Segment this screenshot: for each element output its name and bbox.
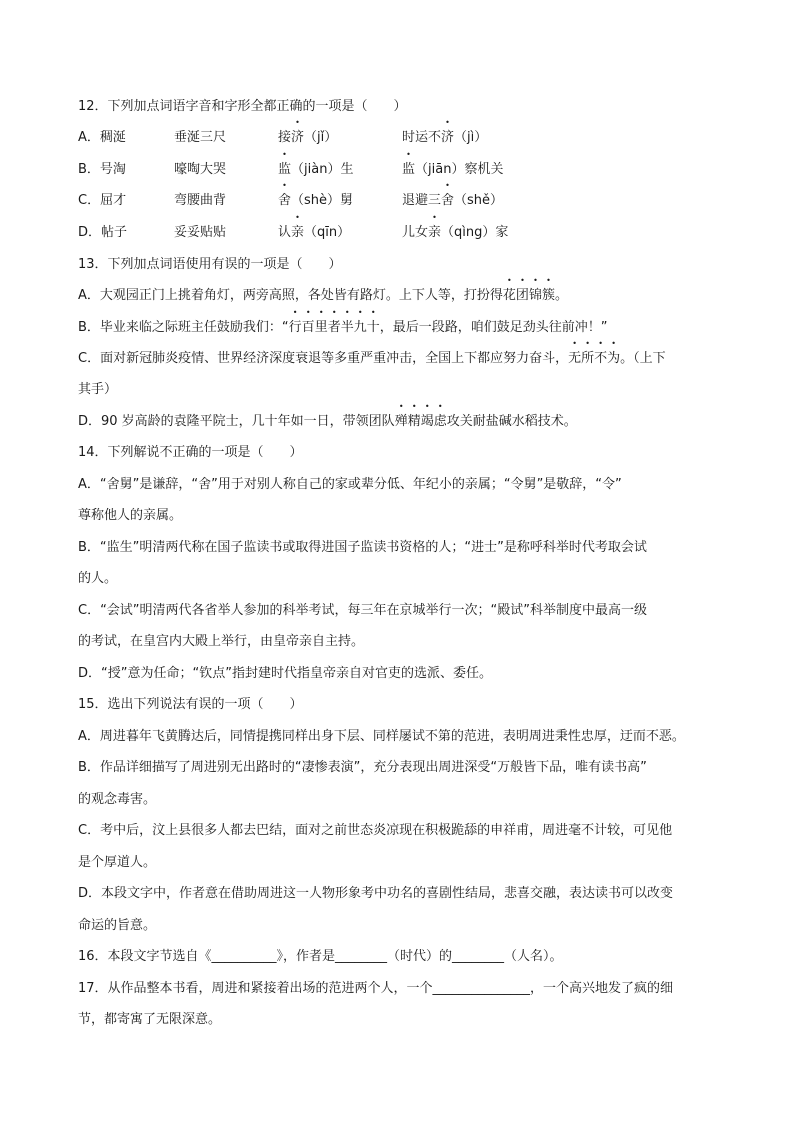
q15-option-a: A．周进暮年飞黄腾达后，同情提携同样出身下层、同样屡试不第的范进，表明周进秉性忠厚，迂而不恶。 — [78, 729, 685, 744]
q17-line1: 17．从作品整本书看，周进和紧接着出场的范进两个人，一个_______________，一个高兴地发了疯的细 — [78, 981, 674, 996]
dotted-phrase: 花团锦簇 — [502, 288, 555, 303]
dotted-phrase: 殚精竭虑 — [394, 414, 447, 429]
q13-option-b: B．毕业来临之际班主任鼓励我们：“行百里者半九十，最后一段路，咱们鼓足劲头往前冲！” — [78, 320, 608, 335]
q15-option-c-cont: 是个厚道人。 — [78, 855, 157, 870]
q14-option-b: B．“监生”明清两代称在国子监读书或取得进国子监读书资格的人；“进士”是称呼科举时代考取会试 — [78, 540, 647, 555]
q13-option-a: A．大观园正门上挑着角灯，两旁高照，各处皆有路灯。上下人等，打扮得花团锦簇。 — [78, 288, 568, 303]
q17-line2: 节，都寄寓了无限深意。 — [78, 1012, 222, 1027]
q13-stem: 13．下列加点词语使用有误的一项是（ ） — [78, 257, 342, 272]
dotted-phrase: 行百里者半九十 — [288, 320, 380, 335]
exam-page: 12．下列加点词语字音和字形全都正确的一项是（ ） A．稠涎 垂涎三尺 接济（jǐ） 时运不济（jì） B．号淘 嚎啕大哭 监（jiàn）生 监（jiān）察机关 C．屈才 弯腰曲背 舍（shè）舅 退避三舍（shě） D．帖子 妥妥贴贴 认亲（qīn） 儿女亲（qìng）家 13．下列加点词语使用有误的一项是（ ） A．大观园正门上挑着角灯，两旁高照，各处皆有路灯。上下人等，打扮得花团锦簇。 B．毕业来临之际班主任鼓励我们：“行百里者半九十，最后一段路，咱们鼓足劲头往前冲！” C．面对新冠肺炎疫情、世界经济深度衰退等多重严重冲击，全国上下都应努力奋斗，无所不为。（上下 其手） D．90 岁高龄的袁隆平院士，几十年如一日，带领团队殚精竭虑攻关耐盐碱水稻技术。 14．下列解说不正确的一项是（ ） A．“舍舅”是谦辞，“舍”用于对别人称自己的家或辈分低、年纪小的亲属；“令舅”是敬辞，“令” 尊称他人的亲属。 B．“监生”明清两代称在国子监读书或取得进国子监读书资格的人；“进士”是称呼科举时代考取会试 的人。 C．“会试”明清两代各省举人参加的科举考试，每三年在京城举行一次；“殿试”科举制度中最高一级 的考试，在皇宫内大殿上举行，由皇帝亲自主持。 D．“授”意为任命；“钦点”指封建时代指皇帝亲自对官吏的选派、委任。 15．选出下列说法有误的一项（ ） A．周进暮年飞黄腾达后，同情提携同样出身下层、同样屡试不第的范进，表明周进秉性忠厚，迂而不恶。 B．作品详细描写了周进别无出路时的“凄惨表演”，充分表现出周进深受“万般皆下品，唯有读书高” 的观念毒害。 C．考中后，汶上县很多人都去巴结，面对之前世态炎凉现在积极跪舔的申祥甫，周进毫不计较，可见他 是个厚道人。 D．本段文字中，作者意在借助周进这一人物形象考中功名的喜剧性结局，悲喜交融，表达读书可以改变 命运的旨意。 16．本段文字节选自《__________》，作者是________（时代）的________（人名）。 17．从作品整本书看，周进和紧接着出场的范进两个人，一个_______________，一个高兴地发了疯的细 节，都寄寓了无限深意。 — [0, 0, 800, 1132]
q15-option-b-cont: 的观念毒害。 — [78, 792, 157, 807]
q14-option-a: A．“舍舅”是谦辞，“舍”用于对别人称自己的家或辈分低、年纪小的亲属；“令舅”是敬辞，“令” — [78, 477, 622, 492]
q14-stem: 14．下列解说不正确的一项是（ ） — [78, 445, 303, 460]
q15-stem: 15．选出下列说法有误的一项（ ） — [78, 697, 303, 712]
q15-option-d-cont: 命运的旨意。 — [78, 918, 157, 933]
q15-option-b: B．作品详细描写了周进别无出路时的“凄惨表演”，充分表现出周进深受“万般皆下品，唯有读书高” — [78, 760, 647, 775]
q14-option-a-cont: 尊称他人的亲属。 — [78, 508, 183, 523]
q13-option-c: C．面对新冠肺炎疫情、世界经济深度衰退等多重严重冲击，全国上下都应努力奋斗，无所不为。（上下 — [78, 351, 666, 366]
q13-option-d: D．90 岁高龄的袁隆平院士，几十年如一日，带领团队殚精竭虑攻关耐盐碱水稻技术。 — [78, 414, 577, 429]
q15-option-d: D．本段文字中，作者意在借助周进这一人物形象考中功名的喜剧性结局，悲喜交融，表达读书可以改变 — [78, 886, 674, 901]
q16-text: 16．本段文字节选自《__________》，作者是________（时代）的________（人名）。 — [78, 949, 563, 964]
q14-option-b-cont: 的人。 — [78, 571, 118, 586]
q14-option-c: C．“会试”明清两代各省举人参加的科举考试，每三年在京城举行一次；“殿试”科举制度中最高一级 — [78, 603, 648, 618]
q14-option-d: D．“授”意为任命；“钦点”指封建时代指皇帝亲自对官吏的选派、委任。 — [78, 666, 492, 681]
dotted-phrase: 无所不为 — [568, 351, 621, 366]
q13-option-c-cont: 其手） — [78, 382, 118, 397]
q14-option-c-cont: 的考试，在皇宫内大殿上举行，由皇帝亲自主持。 — [78, 634, 365, 649]
q12-stem: 12．下列加点词语字音和字形全都正确的一项是（ ） — [78, 99, 407, 114]
q15-option-c: C．考中后，汶上县很多人都去巴结，面对之前世态炎凉现在积极跪舔的申祥甫，周进毫不计较，可见他 — [78, 823, 673, 838]
